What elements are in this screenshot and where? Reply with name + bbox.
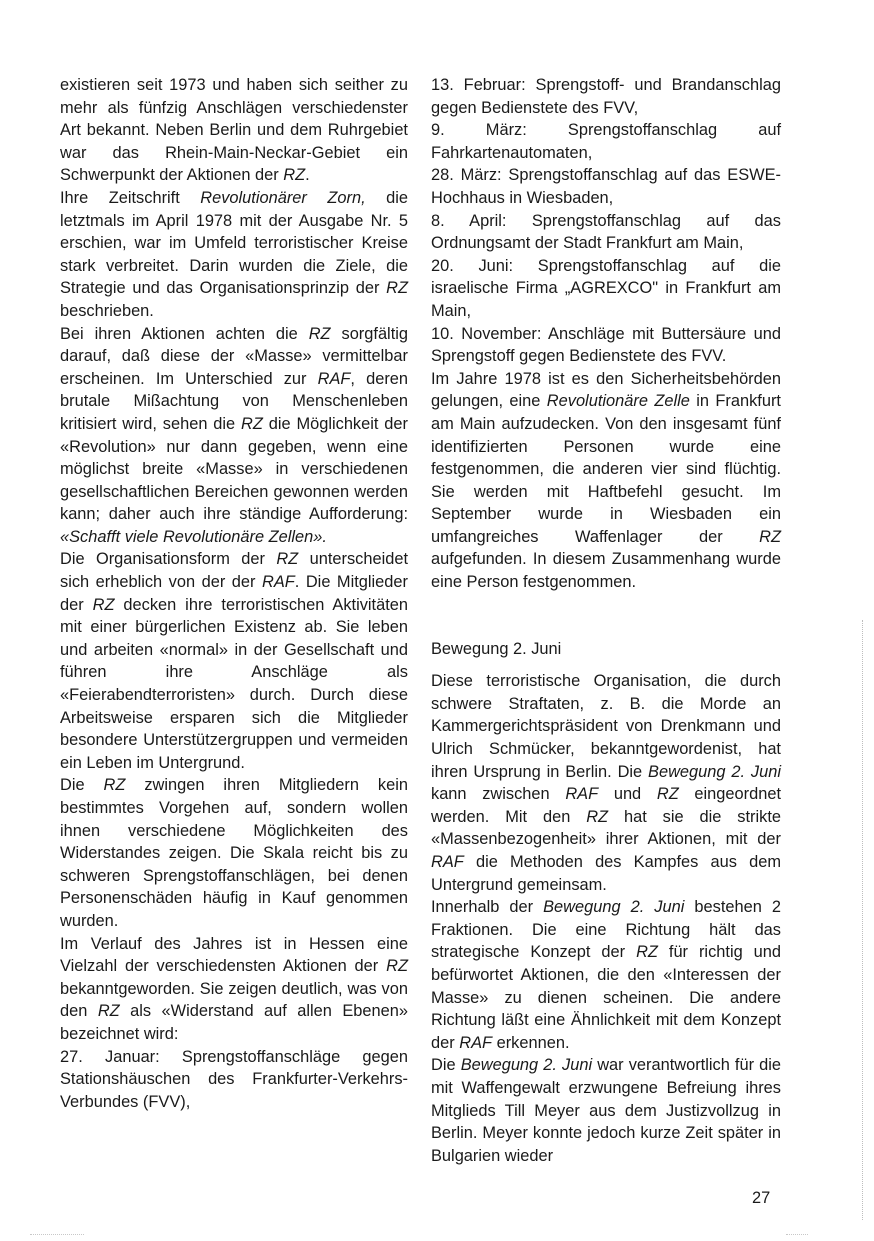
emphasized-text: Bewegung 2. Juni	[460, 1056, 593, 1075]
list-item	[431, 255, 781, 323]
text-run: unterscheidet sich erheblich von der der	[60, 550, 408, 592]
list-item	[431, 119, 781, 164]
text-run: und	[598, 785, 657, 804]
paragraph	[60, 323, 408, 549]
paragraph	[60, 74, 408, 187]
text-run: Im Jahre 1978 ist es den Sicherheitsbehörden gelungen, eine	[431, 369, 781, 411]
scan-corner-mark	[30, 1234, 84, 1235]
scan-edge-mark	[862, 620, 863, 1220]
text-run: Ihre Zeitschrift	[60, 188, 201, 207]
text-run: beschrieben.	[60, 301, 154, 320]
text-run: Die	[431, 1056, 461, 1075]
emphasized-text: RZ	[241, 414, 263, 433]
emphasized-text: Bewegung 2. Juni	[648, 762, 781, 781]
emphasized-text: Revolutionäre Zelle	[546, 392, 690, 411]
section-heading: Bewegung 2. Juni	[431, 639, 562, 658]
text-run: 10. November: Anschläge mit Buttersäure und Sprengstoff gegen Bedienstete des FVV.	[431, 324, 781, 366]
paragraph	[60, 1046, 408, 1114]
text-run: 13. Februar: Sprengstoff- und Brandanschlag gegen Bedienstete des FVV,	[431, 76, 781, 117]
scan-corner-mark	[786, 1234, 808, 1235]
text-run: bestehen 2 Fraktionen. Die eine Richtung hält das strategische Konzept der	[431, 898, 781, 962]
text-run: als «Widerstand auf allen Ebenen» bezeichnet wird:	[60, 1002, 408, 1043]
text-run: Diese terroristische Organisation, die durch schwere Straftaten, z. B. die Morde an Kammergerichtspräsident von Drenkmann und Ulrich Schmücker, bekanntgewordenist, hat ihren Ursprung in Berlin. Die	[431, 672, 781, 781]
emphasized-text: Revolutionärer Zorn,	[200, 188, 366, 207]
text-run: 20. Juni: Sprengstoffanschlag auf die israelische Firma „AGREXCO" in Frankfurt am Main,	[431, 256, 781, 320]
text-run: eingeordnet werden. Mit den	[431, 785, 782, 826]
text-run: Die	[60, 776, 104, 795]
paragraph	[431, 368, 781, 594]
emphasized-text: RZ	[586, 807, 609, 826]
text-run: für richtig und befürwortet Aktionen, die den «Interessen der Masse» zu dienen scheinen. Die andere Richtung läßt eine Ähnlichkeit mit dem Konzept der	[431, 943, 781, 1052]
emphasized-text: RAF	[565, 785, 599, 804]
list-item	[431, 74, 781, 119]
emphasized-text: RZ	[386, 279, 408, 298]
emphasized-text: RAF	[261, 573, 295, 592]
emphasized-text: Bewegung 2. Juni	[543, 898, 685, 917]
emphasized-text: RZ	[283, 166, 306, 185]
left-column	[60, 74, 408, 1113]
list-item	[431, 323, 781, 368]
emphasized-text: RAF	[431, 853, 464, 871]
text-run: 9. März: Sprengstoffanschlag auf Fahrkartenautomaten,	[431, 121, 781, 162]
emphasized-text: RZ	[636, 943, 658, 962]
page-number: 27	[752, 1189, 771, 1207]
right-column	[431, 74, 781, 1167]
emphasized-text: RZ	[276, 550, 299, 569]
paragraph	[60, 933, 408, 1046]
text-run: war verantwortlich für die mit Waffengewalt erzwungene Befreiung ihres Mitglieds Till Meyer aus dem Justizvollzug in Berlin. Meyer konnte jedoch kurze Zeit später in Bulgarien wieder	[431, 1056, 781, 1165]
emphasized-text: RZ	[386, 957, 408, 976]
text-run: Innerhalb der	[431, 898, 544, 917]
text-run: sorgfältig darauf, daß diese der «Masse» vermittelbar erscheinen. Im Unterschied zur	[60, 324, 409, 388]
text-run: decken ihre terroristischen Aktivitäten mit einer bürgerlichen Existenz ab. Sie leben und arbeiten «normal» in der Gesellschaft und führen ihre Anschläge als «Feierabendterroristen» durch. Durch diese Arbeitsweise ersparen sich die Mitglieder besondere Unterstützergruppen und vermeiden ein Leben im Untergrund.	[60, 595, 408, 772]
emphasized-text: RZ	[97, 1002, 120, 1021]
text-run: 27. Januar: Sprengstoffanschläge gegen Stationshäuschen des Frankfurter-Verkehrs-Verbundes (FVV),	[60, 1047, 408, 1111]
emphasized-text: RZ	[103, 776, 126, 795]
text-run: die Methoden des Kampfes aus dem Untergrund gemeinsam.	[431, 853, 781, 894]
text-run: Im Verlauf des Jahres ist in Hessen eine Vielzahl der verschiedensten Aktionen der	[60, 934, 408, 976]
paragraph	[431, 1054, 781, 1167]
text-run: in Frankfurt am Main aufzudecken. Von den insgesamt fünf identifizierten Personen wurde eine festgenommen, die anderen vier sind flüchtig. Sie werden mit Haftbefehl gesucht. Im September wurde in Wiesbaden ein umfangreiches Waffenlager der	[431, 392, 781, 546]
text-run: zwingen ihren Mitgliedern kein bestimmtes Vorgehen auf, sondern wollen ihnen verschiedene Möglichkeiten des Widerstandes zeigen. Die Skala reicht bis zu schweren Sprengstoffanschlägen, bei denen Personenschäden häufig in Kauf genommen wurden.	[60, 776, 408, 930]
text-run: Die Organisationsform der	[60, 550, 277, 569]
emphasized-text: RAF	[459, 1033, 493, 1052]
text-run: existieren seit 1973 und haben sich seither zu mehr als fünfzig Anschlägen verschiedenster Art bekannt. Neben Berlin und dem Ruhrgebiet war das Rhein-Main-Neckar-Gebiet ein Schwerpunkt der Aktionen der	[60, 76, 408, 185]
text-run: die Möglichkeit der «Revolution» nur dann gegeben, wenn eine möglichst breite «Masse» in verschiedenen gesellschaftlichen Bereichen gewonnen werden kann; daher auch ihre ständige Aufforderung:	[60, 414, 408, 524]
paragraph	[60, 774, 408, 932]
text-run: bekanntgeworden. Sie zeigen deutlich, was von den	[60, 979, 408, 1021]
paragraph	[60, 187, 408, 323]
paragraph	[60, 548, 408, 774]
text-run: Bei ihren Aktionen achten die	[60, 324, 309, 343]
emphasized-text: «Schafft viele Revolutionäre Zellen».	[60, 527, 327, 546]
text-run: kann zwischen	[431, 785, 566, 804]
list-item	[431, 210, 781, 255]
emphasized-text: RZ	[759, 527, 781, 546]
text-run: , deren brutale Mißachtung von Menschenleben kritisiert wird, sehen die	[60, 369, 409, 433]
emphasized-text: RZ	[92, 595, 115, 614]
text-run: erkennen.	[492, 1033, 570, 1052]
emphasized-text: RZ	[656, 785, 679, 804]
paragraph	[431, 670, 781, 896]
list-item	[431, 164, 781, 209]
text-run: die letztmals im April 1978 mit der Ausgabe Nr. 5 erschien, war im Umfeld terroristischer Kreise stark verbreitet. Darin wurden die Ziele, die Strategie und das Organisationsprinzip der	[60, 188, 409, 298]
text-run: . Die Mitglieder der	[60, 573, 408, 614]
emphasized-text: RZ	[308, 324, 331, 343]
paragraph	[431, 896, 781, 1054]
text-run: hat sie die strikte «Massenbezogenheit» ihrer Aktionen, mit der	[431, 807, 782, 849]
text-run: 28. März: Sprengstoffanschlag auf das ESWE-Hochhaus in Wiesbaden,	[431, 166, 781, 207]
emphasized-text: RAF	[317, 369, 351, 388]
text-run: .	[305, 166, 310, 185]
text-run: aufgefunden. In diesem Zusammenhang wurde eine Person festgenommen.	[431, 550, 781, 592]
text-run: 8. April: Sprengstoffanschlag auf das Ordnungsamt der Stadt Frankfurt am Main,	[431, 211, 781, 253]
